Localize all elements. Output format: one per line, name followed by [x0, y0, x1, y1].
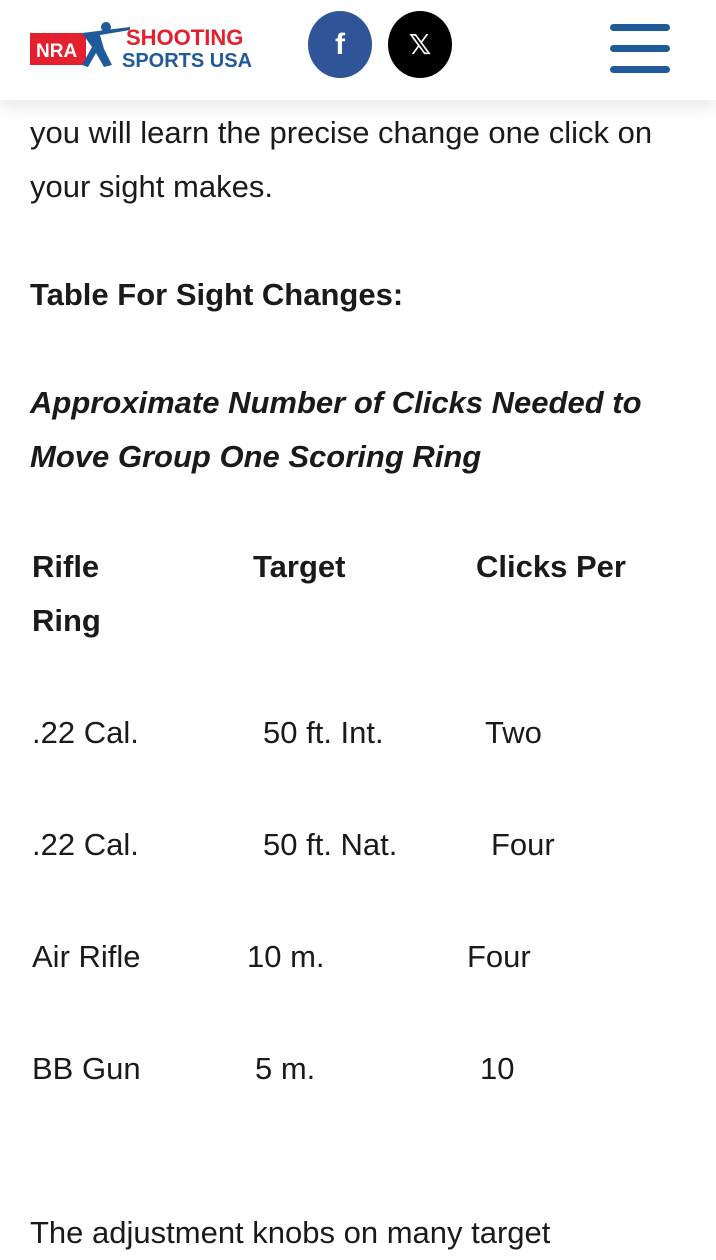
column-header-target: Target	[253, 549, 346, 584]
intro-paragraph: you will learn the precise change one click on your sight makes.	[30, 115, 653, 204]
table-cell-target: 10 m.	[247, 939, 325, 974]
svg-text:SHOOTING: SHOOTING	[126, 25, 244, 50]
menu-bar	[610, 45, 670, 52]
table-cell-clicks: Four	[467, 939, 531, 974]
svg-text:NRA: NRA	[36, 41, 78, 62]
facebook-icon: f	[335, 27, 345, 61]
table-cell-clicks: Two	[485, 715, 542, 750]
menu-bar	[610, 24, 670, 31]
nra-shooting-sports-logo[interactable]	[30, 19, 270, 71]
table-cell-rifle: Air Rifle	[32, 939, 141, 974]
table-title: Table For Sight Changes:	[30, 277, 404, 312]
x-icon: 𝕏	[408, 28, 432, 61]
table-cell-target: 50 ft. Nat.	[263, 827, 398, 862]
facebook-share-button[interactable]	[308, 11, 372, 78]
svg-text:SPORTS USA: SPORTS USA	[122, 50, 253, 71]
table-subtitle: Approximate Number of Clicks Needed to Move Group One Scoring Ring	[30, 385, 642, 474]
table-cell-rifle: .22 Cal.	[32, 715, 139, 750]
column-header-ring: Ring	[32, 603, 101, 638]
column-header-rifle: Rifle	[32, 549, 100, 584]
following-paragraph: The adjustment knobs on many target	[30, 1215, 551, 1250]
table-cell-target: 5 m.	[255, 1051, 316, 1086]
column-header-clicks-per: Clicks Per	[476, 549, 626, 584]
table-cell-target: 50 ft. Int.	[263, 715, 384, 750]
table-cell-clicks: 10	[480, 1051, 515, 1086]
table-cell-rifle: BB Gun	[32, 1051, 141, 1086]
menu-bar	[610, 66, 670, 73]
hamburger-menu-button[interactable]	[610, 24, 670, 74]
table-cell-rifle: .22 Cal.	[32, 827, 139, 862]
table-cell-clicks: Four	[491, 827, 555, 862]
x-share-button[interactable]	[388, 11, 452, 78]
site-header	[0, 0, 716, 100]
